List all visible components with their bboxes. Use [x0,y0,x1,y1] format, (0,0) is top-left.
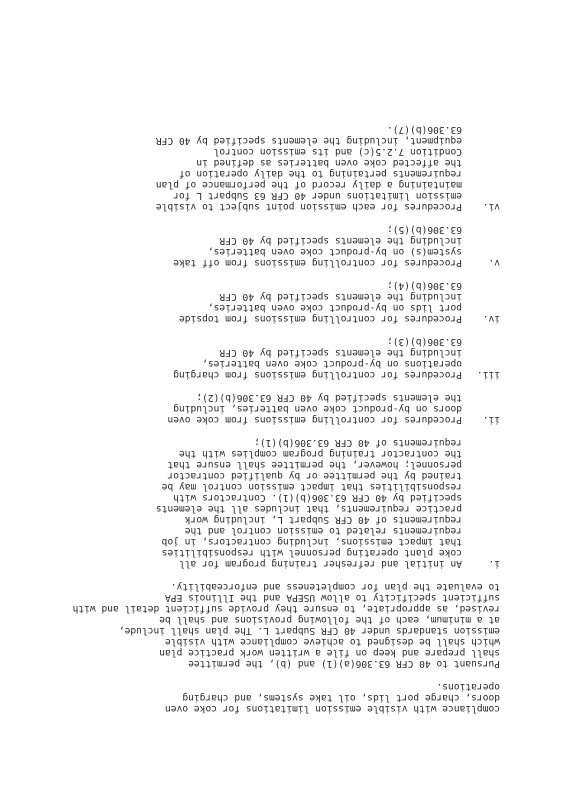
item-number: i. [488,558,500,569]
item-number: iv. [482,313,500,324]
item-number: iii. [476,369,500,380]
list-item [60,124,500,212]
work-practice-paragraph: Pursuant to 40 CFR 63.306(a)(1) and (b), the permittee shall prepare and keep on file a written work practice plan which shall be designed to achieve compliance with visible emission standards under 40 CFR Subpart L. The plan shall include, at a minimum, each of the following provisions and shall be revised, as appropriate, to ensure they provide sufficient detail and with sufficient specificity to allow USEPA and the Illinois EPA to evaluate the plan for completeness and enforceability. [72,581,500,669]
list-item [60,437,500,569]
item-number: vi. [482,201,500,212]
document-body [60,112,500,714]
item-text: Procedures for controlling emissions from coke oven doors on by-product coke oven batteries, including the elements specified by 40 CFR 63.306(b)(2); [167,392,462,425]
list-item [60,392,500,425]
item-text: Procedures for controlling emissions from charging operations on by-product coke oven batteries, including the elements specified by 40 CFR 63.306(b)(3); [173,336,462,380]
item-text: Procedures for controlling emissions from topside port lids on by-product coke oven batteries, including the elements specified by 40 CFR 63.306(b)(4); [178,280,462,324]
list-item [60,224,500,268]
item-text: Procedures for each emission point subject to visible emission limitations under 40 CFR 63 Subpart L for maintaining a daily record of the performance of plan requirements pertaining to the daily operation of the affected coke oven batteries as defined in Condition 7.2.5(c) and its emission control equipment, including the elements specified by 40 CFR 63.306(b)(7). [155,124,462,212]
item-text: An initial and refresher training program for all coke plant operating personnel with responsibilities that impact emissions, including contractors, in job requirements related to emission control and the requirements of 40 CFR Subpart L, including work practice requirements, that includes all the elements specified by 40 CFR 63.306(b)(1). Contractors with responsibilities that impact emission control may be trained by the permittee or by qualified contractor personnel; however, the permittee shall ensure that the contractor training program complies with the requirements of 40 CFR 63.306(b)(1); [155,437,462,569]
list-item [60,336,500,380]
item-number: ii. [482,414,500,425]
intro-paragraph: compliance with visible emission limitations for coke oven doors, charge port lids, oil take systems, and charging operations. [164,681,500,714]
item-number: v. [488,257,500,268]
list-item [60,280,500,324]
item-text: Procedures for controlling emissions from off take system(s) on by-product coke oven batteries, including the elements specified by 40 CFR 63.306(b)(5); [173,224,462,268]
